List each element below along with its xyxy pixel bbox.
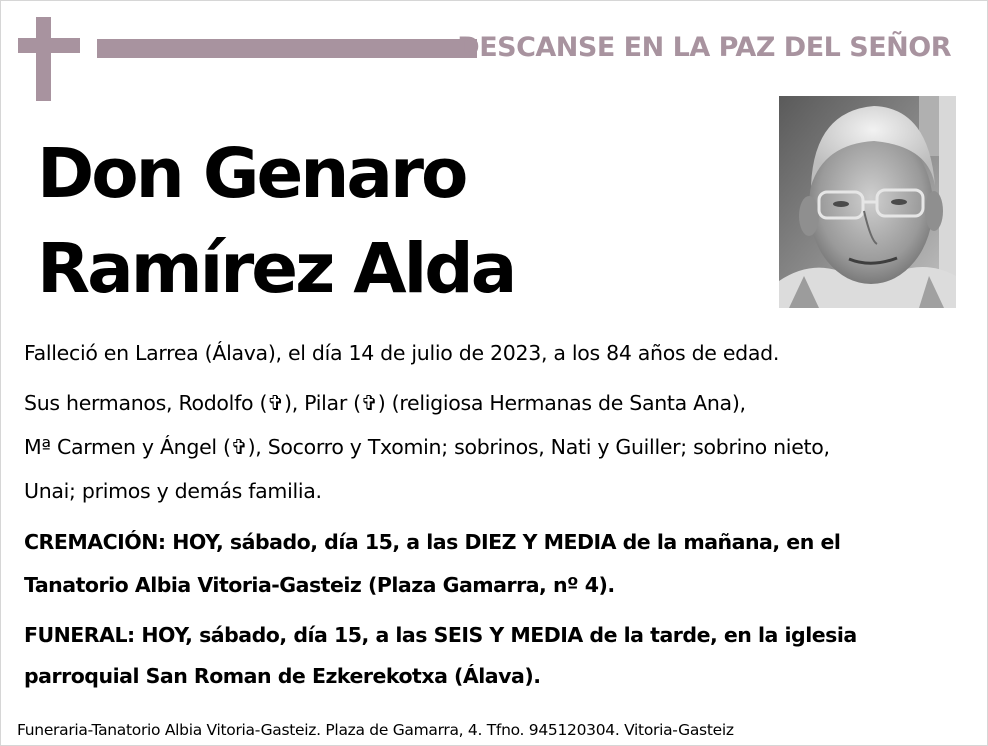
cross-icon [36, 17, 51, 101]
header-rule [97, 39, 477, 58]
funeral-line-2: parroquial San Roman de Ezkerekotxa (Álava). [24, 664, 541, 688]
deceased-name-line1: Don Genaro [37, 134, 466, 214]
cross-icon-bar [18, 38, 80, 53]
family-line-1: Sus hermanos, Rodolfo (✞), Pilar (✞) (religiosa Hermanas de Santa Ana), [24, 391, 746, 415]
cremation-line-2: Tanatorio Albia Vitoria-Gasteiz (Plaza Gamarra, nº 4). [24, 573, 615, 597]
cremation-line-1: CREMACIÓN: HOY, sábado, día 15, a las DIEZ Y MEDIA de la mañana, en el [24, 530, 841, 554]
deceased-name-line2: Ramírez Alda [37, 229, 515, 309]
family-line-3: Unai; primos y demás familia. [24, 479, 322, 503]
portrait-photo [779, 96, 956, 308]
death-notice: Falleció en Larrea (Álava), el día 14 de julio de 2023, a los 84 años de edad. [24, 341, 780, 365]
tagline: DESCANSE EN LA PAZ DEL SEÑOR [457, 32, 951, 63]
portrait-image [779, 96, 956, 308]
family-line-2: Mª Carmen y Ángel (✞), Socorro y Txomin; sobrinos, Nati y Guiller; sobrino nieto, [24, 435, 830, 459]
funeral-home-footer: Funeraria-Tanatorio Albia Vitoria-Gasteiz. Plaza de Gamarra, 4. Tfno. 945120304. Vitoria-Gasteiz [17, 721, 734, 739]
funeral-line-1: FUNERAL: HOY, sábado, día 15, a las SEIS Y MEDIA de la tarde, en la iglesia [24, 623, 857, 647]
